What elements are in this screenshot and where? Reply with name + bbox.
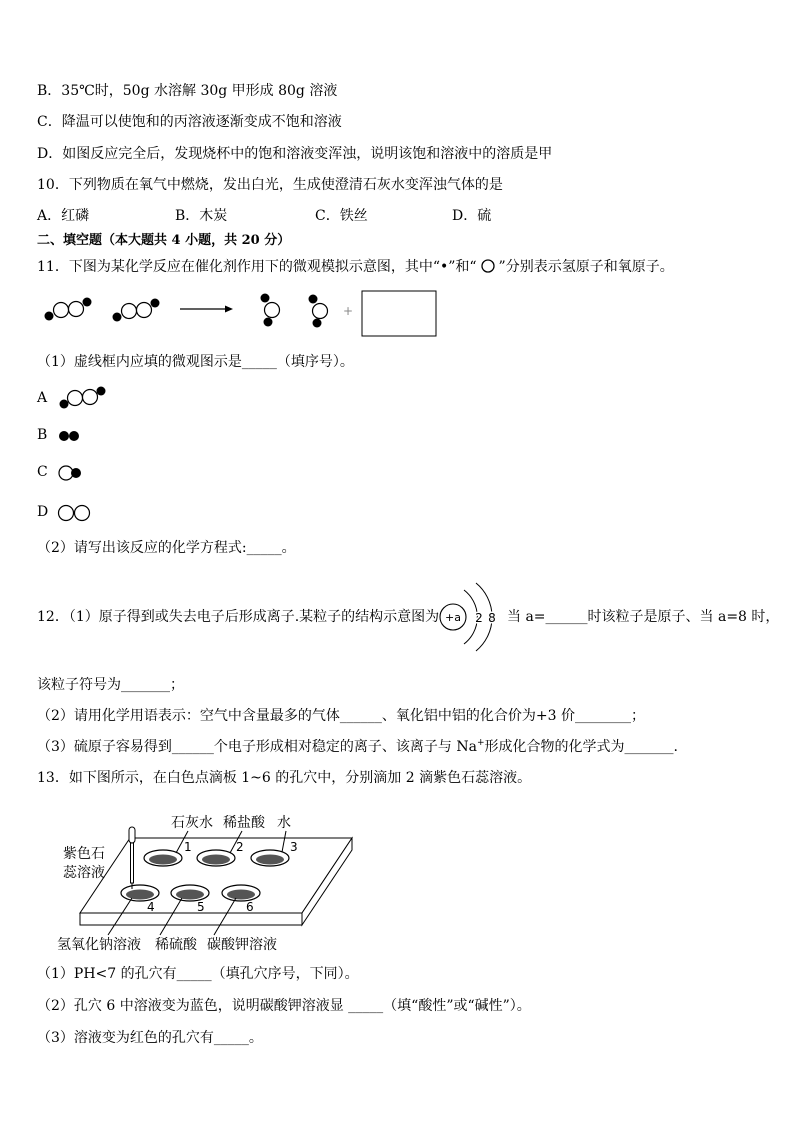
q10-option-b: B．木炭: [175, 208, 228, 224]
label-k2co3: 碳酸钾溶液: [207, 937, 277, 953]
q12-sub3-part-a: （3）硫原子容易得到______个电子形成相对稳定的离子、该离子与 Na: [37, 739, 477, 755]
q10-stem: 10．下列物质在氧气中燃烧，发出白光，生成使澄清石灰水变浑浊气体的是: [37, 177, 503, 193]
q10-option-d: D．硫: [452, 208, 492, 224]
well-1-number: 1: [184, 840, 192, 854]
atom-structure-diagram: [435, 580, 505, 654]
product-molecule-2: [309, 295, 328, 328]
product-molecule-1: [261, 294, 280, 327]
well-5-number: 5: [197, 900, 205, 914]
well-3-number: 3: [290, 840, 298, 854]
q11-choice-a-molecule: [58, 386, 110, 410]
q12-sub1-part-c: 该粒子符号为_______；: [37, 677, 184, 693]
sodium-charge: +: [476, 738, 485, 748]
oxygen-atom-icon: [480, 259, 496, 273]
well-4: [121, 885, 159, 901]
q10-option-a: A．红磷: [37, 208, 90, 224]
q9-option-b: B．35℃时，50g 水溶解 30g 甲形成 80g 溶液: [37, 83, 338, 99]
q11-sub2: （2）请写出该反应的化学方程式:_____。: [37, 540, 296, 556]
q12-sub2: （2）请用化学用语表示：空气中含量最多的气体______、氧化铝中铝的化合价为+3 价________；: [37, 708, 645, 724]
q11-choice-d-label: D: [37, 504, 49, 520]
q11-choice-b-label: B: [37, 427, 48, 443]
q9-option-c: C．降温可以使饱和的丙溶液逐渐变成不饱和溶液: [37, 114, 342, 130]
q11-sub1: （1）虚线框内应填的微观图示是_____（填序号）。: [37, 354, 354, 370]
q12-sub3-part-b: 形成化合物的化学式为_______.: [484, 739, 678, 755]
q12-sub1-part-b: 当 a=______时该粒子是原子、当 a=8 时，: [507, 609, 780, 625]
spot-plate-diagram: [50, 805, 370, 955]
well-2: [197, 850, 235, 866]
well-4-number: 4: [147, 900, 155, 914]
q11-choice-c-label: C: [37, 464, 48, 480]
label-naoh: 氢氧化钠溶液: [57, 937, 141, 953]
q13-sub1: （1）PH<7 的孔穴有_____（填孔穴序号，下同）。: [37, 966, 359, 982]
q12-sub3: [37, 738, 678, 756]
reactant-molecule-2: [113, 299, 160, 322]
reaction-diagram: [40, 288, 440, 340]
label-litmus-line-2: 蕊溶液: [63, 865, 105, 881]
reaction-arrow: [180, 306, 233, 313]
q10-option-c: C．铁丝: [315, 208, 368, 224]
q11-choice-c-molecule: [58, 461, 88, 485]
shell-2-electrons: 8: [488, 611, 496, 625]
well-6-number: 6: [246, 900, 254, 914]
well-2-number: 2: [236, 840, 244, 854]
q9-option-d: D．如图反应完全后，发现烧杯中的饱和溶液变浑浊，说明该饱和溶液中的溶质是甲: [37, 146, 553, 162]
plus-sign: +: [342, 304, 354, 318]
q13-stem: 13．如下图所示，在白色点滴板 1~6 的孔穴中，分别滴加 2 滴紫色石蕊溶液。: [37, 770, 532, 786]
q11-stem-part-a: 11．下图为某化学反应在催化剂作用下的微观模拟示意图，其中“•”和“: [37, 259, 477, 275]
q12-sub1-part-a: 12．（1）原子得到或失去电子后形成离子.某粒子的结构示意图为: [37, 609, 440, 625]
q13-sub2: （2）孔穴 6 中溶液变为蓝色，说明碳酸钾溶液显 _____（填“酸性”或“碱性”）。: [37, 998, 531, 1014]
q13-sub3: （3）溶液变为红色的孔穴有_____。: [37, 1030, 263, 1046]
reactant-molecule-1: [45, 298, 92, 321]
well-3: [251, 850, 289, 866]
nucleus-charge: +a: [445, 611, 461, 624]
q11-stem: [37, 258, 674, 276]
label-dilute-hcl: 稀盐酸: [223, 815, 265, 831]
q11-choice-b-molecule: [58, 424, 88, 448]
label-dilute-h2so4: 稀硫酸: [155, 937, 197, 953]
q11-choice-a-label: A: [37, 390, 48, 406]
label-litmus-line-1: 紫色石: [63, 846, 105, 862]
well-5: [171, 885, 209, 901]
label-water: 水: [277, 815, 291, 831]
shell-1-electrons: 2: [475, 611, 483, 625]
q11-choice-d-molecule: [56, 501, 96, 525]
label-limewater: 石灰水: [171, 815, 213, 831]
well-6: [222, 885, 260, 901]
q11-stem-part-b: ”分别表示氢原子和氧原子。: [498, 259, 674, 275]
section-heading: 二、填空题（本大题共 4 小题，共 20 分）: [37, 233, 291, 248]
answer-box: [362, 291, 436, 336]
